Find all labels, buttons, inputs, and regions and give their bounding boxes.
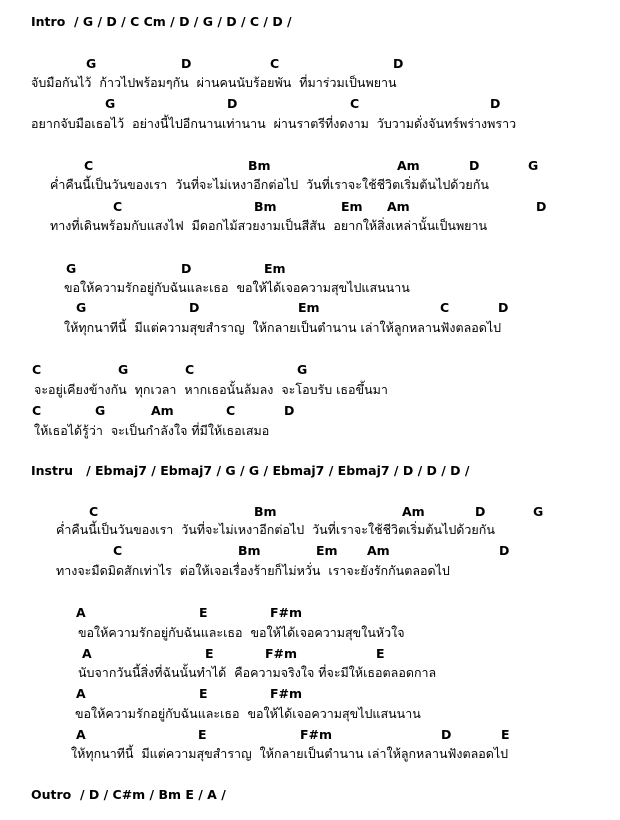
chord: G — [297, 362, 308, 377]
chord: G — [95, 403, 106, 418]
chord-line — [0, 263, 620, 279]
chord: Am — [367, 543, 390, 558]
chord: A — [76, 727, 86, 742]
chord: Bm — [254, 504, 277, 519]
chord: Bm — [238, 543, 261, 558]
intro-section: Intro / G / D / C Cm / D / G / D / C / D / — [31, 14, 292, 29]
chord-line — [0, 648, 620, 664]
chord: F#m — [265, 646, 298, 661]
lyric-line: นับจากวันนี้สิ่งที่ฉันนั้นทำได้ คือความจริงใจ ที่จะมีให้เธอตลอดกาล — [78, 665, 437, 680]
lyric-line: อยากจับมือเธอไว้ อย่างนี้ไปอีกนานเท่านาน ผ่านราตรีที่งดงาม วับวามดั่งจันทร์พร่างพราว — [31, 116, 517, 131]
chord: Am — [387, 199, 410, 214]
chord: D — [441, 727, 452, 742]
chord: E — [199, 605, 208, 620]
chord: F#m — [270, 686, 303, 701]
chord: A — [76, 605, 86, 620]
chord: C — [113, 543, 123, 558]
chord: E — [199, 686, 208, 701]
chord: C — [32, 403, 42, 418]
chord: C — [185, 362, 195, 377]
chord: G — [533, 504, 544, 519]
chord: D — [469, 158, 480, 173]
chord-line — [0, 405, 620, 421]
chord: G — [528, 158, 539, 173]
lyric-line: ให้ทุกนาทีนี้ มีแต่ความสุขสำราญ ให้กลายเป็นตำนาน เล่าให้ลูกหลานฟังตลอดไป — [71, 746, 509, 761]
chord: A — [82, 646, 92, 661]
chord: C — [440, 300, 450, 315]
chord-line — [0, 302, 620, 318]
outro-section: Outro / D / C#m / Bm E / A / — [31, 787, 226, 802]
chord: D — [284, 403, 295, 418]
chord: G — [86, 56, 97, 71]
chord: Em — [316, 543, 338, 558]
chord: Am — [397, 158, 420, 173]
chord: D — [498, 300, 509, 315]
chord: Am — [151, 403, 174, 418]
chord: E — [198, 727, 207, 742]
chord-line — [0, 729, 620, 745]
lyric-line: ขอให้ความรักอยู่กับฉันและเธอ ขอให้ได้เจอความสุขในหัวใจ — [78, 625, 405, 640]
chord: G — [118, 362, 129, 377]
chord: Bm — [248, 158, 271, 173]
chord: Em — [298, 300, 320, 315]
chord-line — [0, 688, 620, 704]
chord-line — [0, 98, 620, 114]
chord: D — [536, 199, 547, 214]
instru-section: Instru / Ebmaj7 / Ebmaj7 / G / G / Ebmaj7 / Ebmaj7 / D / D / D / — [31, 463, 470, 478]
chord-line — [0, 607, 620, 623]
chord: Am — [402, 504, 425, 519]
chord: G — [76, 300, 87, 315]
chord: D — [181, 56, 192, 71]
chord-line — [0, 364, 620, 380]
lyric-line: ให้เธอได้รู้ว่า จะเป็นกำลังใจ ที่มีให้เธอเสมอ — [34, 423, 270, 438]
lyric-line: ทางที่เดินพร้อมกับแสงไฟ มีดอกไม้สวยงามเป็นสีสัน อยากให้สิ่งเหล่านั้นเป็นพยาน — [50, 218, 488, 233]
chord: Em — [264, 261, 286, 276]
lyric-line: ค่ำคืนนี้เป็นวันของเรา วันที่จะไม่เหงาอีกต่อไป วันที่เราจะใช้ชีวิตเริ่มต้นไปด้วยกัน — [50, 177, 489, 192]
chord-line — [0, 160, 620, 176]
lyric-line: ขอให้ความรักอยู่กับฉันและเธอ ขอให้ได้เจอความสุขไปแสนนาน — [75, 706, 421, 721]
chord: F#m — [270, 605, 303, 620]
chord: E — [376, 646, 385, 661]
chord-line — [0, 58, 620, 74]
chord: C — [32, 362, 42, 377]
chord-line — [0, 201, 620, 217]
chord: Em — [341, 199, 363, 214]
chord: D — [475, 504, 486, 519]
chord: G — [105, 96, 116, 111]
chord: Bm — [254, 199, 277, 214]
chord: C — [350, 96, 360, 111]
lyric-line: จะอยู่เคียงข้างกัน ทุกเวลา หากเธอนั้นล้มลง จะโอบรับ เธอขึ้นมา — [34, 382, 388, 397]
chord: E — [501, 727, 510, 742]
lyric-line: ค่ำคืนนี้เป็นวันของเรา วันที่จะไม่เหงาอีกต่อไป วันที่เราจะใช้ชีวิตเริ่มต้นไปด้วยกัน — [56, 522, 495, 537]
chord: D — [227, 96, 238, 111]
lyric-line: ทางจะมืดมิดสักเท่าไร ต่อให้เจอเรื่องร้ายก็ไม่หวั่น เราจะยังรักกันตลอดไป — [56, 563, 450, 578]
lyric-line: ขอให้ความรักอยู่กับฉันและเธอ ขอให้ได้เจอความสุขไปแสนนาน — [64, 280, 410, 295]
chord: G — [66, 261, 77, 276]
chord: D — [189, 300, 200, 315]
chord: D — [490, 96, 501, 111]
chord: D — [499, 543, 510, 558]
chord: C — [226, 403, 236, 418]
chord: D — [393, 56, 404, 71]
chord: A — [76, 686, 86, 701]
chord: E — [205, 646, 214, 661]
chord: C — [89, 504, 99, 519]
chord: C — [270, 56, 280, 71]
chord: C — [84, 158, 94, 173]
chord: C — [113, 199, 123, 214]
chord-line — [0, 506, 620, 522]
chord-line — [0, 545, 620, 561]
lyric-line: ให้ทุกนาทีนี้ มีแต่ความสุขสำราญ ให้กลายเป็นตำนาน เล่าให้ลูกหลานฟังตลอดไป — [64, 320, 502, 335]
lyric-line: จับมือกันไว้ ก้าวไปพร้อมๆกัน ผ่านคนนับร้อยพัน ที่มาร่วมเป็นพยาน — [31, 75, 397, 90]
chord: D — [181, 261, 192, 276]
chord: F#m — [300, 727, 333, 742]
